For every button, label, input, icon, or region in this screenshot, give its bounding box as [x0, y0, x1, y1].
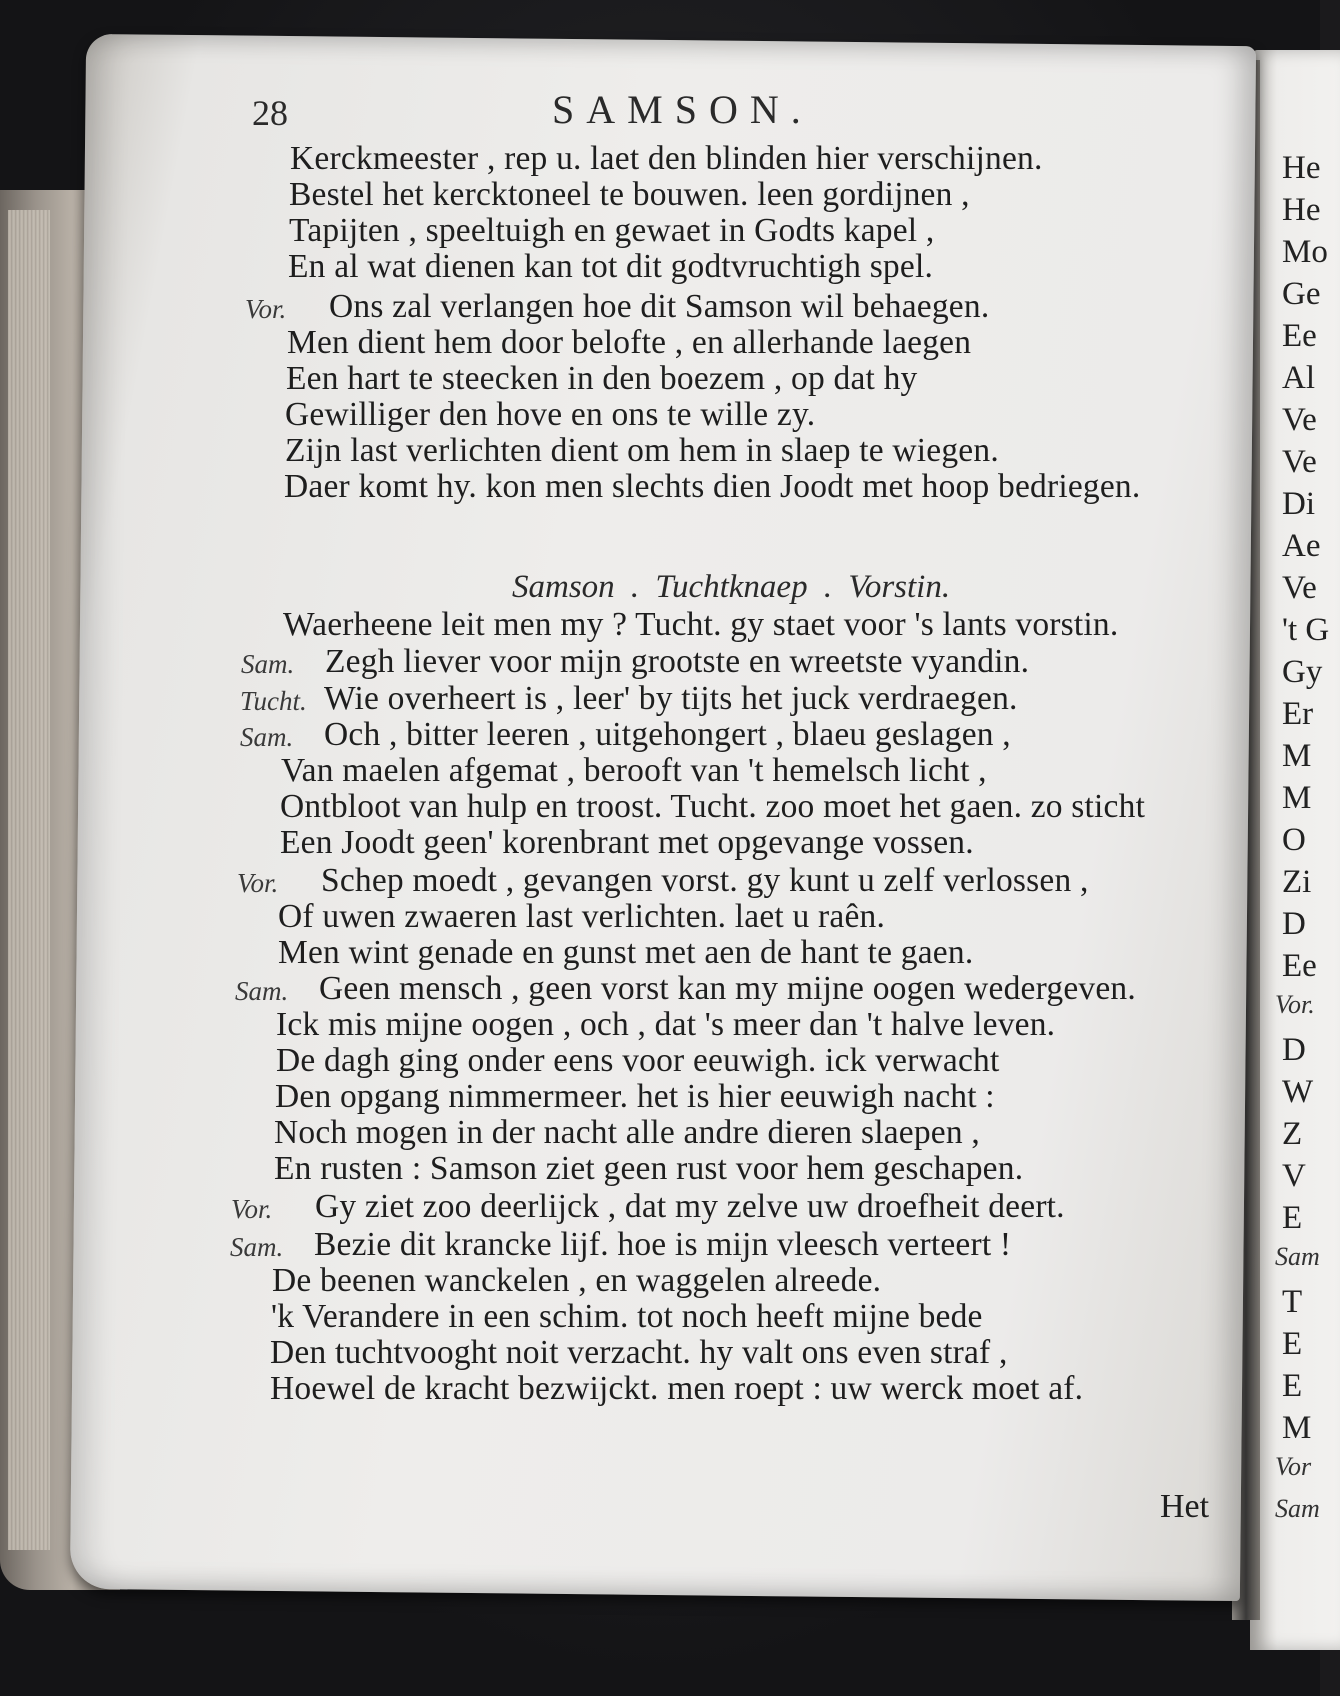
verse-line: Hoewel de kracht bezwijckt. men roept : uw werck moet af.	[270, 1370, 1084, 1407]
page-edges	[8, 210, 50, 1550]
verse-line: De dagh ging onder eens voor eeuwigh. ick verwacht	[276, 1042, 1000, 1079]
verse-line: Zegh liever voor mijn grootste en wreetste vyandin.	[325, 643, 1030, 680]
facing-page-line: Sam	[1275, 1242, 1320, 1271]
speaker-label: Sam.	[240, 722, 294, 752]
verse-line: De beenen wanckelen , en waggelen alreede.	[272, 1262, 882, 1299]
facing-page-line: O	[1282, 822, 1306, 858]
verse-line: Zijn last verlichten dient om hem in slaep te wiegen.	[285, 432, 999, 469]
verse-line: Den opgang nimmermeer. het is hier eeuwigh nacht :	[275, 1078, 995, 1115]
verse-line: Ick mis mijne oogen , och , dat 's meer dan 't halve leven.	[276, 1006, 1056, 1043]
speaker-label: Tucht.	[240, 686, 307, 716]
verse-line: Geen mensch , geen vorst kan my mijne oogen wedergeven.	[319, 970, 1136, 1007]
verse-line: Men dient hem door belofte , en allerhande laegen	[287, 324, 972, 361]
facing-page-line: M	[1282, 1410, 1312, 1446]
facing-page-line: He	[1282, 192, 1321, 228]
speaker-label: Vor.	[245, 294, 287, 324]
verse-line: Een Joodt geen' korenbrant met opgevange vossen.	[280, 824, 974, 861]
verse-line: Ontbloot van hulp en troost. Tucht. zoo moet het gaen. zo sticht	[280, 788, 1146, 825]
facing-page-line: W	[1282, 1074, 1314, 1110]
facing-page-line: Mo	[1282, 234, 1328, 270]
facing-page-line: Er	[1282, 696, 1314, 732]
facing-page-line: V	[1282, 1158, 1306, 1194]
speaker-label: Sam.	[235, 976, 289, 1006]
verse-line: Daer komt hy. kon men slechts dien Joodt met hoop bedriegen.	[284, 468, 1141, 505]
facing-page-line: Ee	[1282, 948, 1317, 984]
facing-page-line: Ve	[1282, 444, 1317, 480]
facing-page-line: Sam	[1275, 1494, 1320, 1523]
verse-line: En al wat dienen kan tot dit godtvruchtigh spel.	[288, 248, 934, 285]
facing-page-line: Al	[1282, 360, 1315, 396]
verse-line: Bezie dit krancke lijf. hoe is mijn vleesch verteert !	[314, 1226, 1012, 1263]
facing-page-line: Zi	[1282, 864, 1312, 900]
verse-line: Bestel het kercktoneel te bouwen. leen gordijnen ,	[289, 176, 970, 213]
page-number: 28	[252, 93, 288, 133]
verse-line: Den tuchtvooght noit verzacht. hy valt ons even straf ,	[270, 1334, 1008, 1371]
verse-line: Waerheene leit men my ? Tucht. gy staet voor 's lants vorstin.	[283, 606, 1119, 643]
facing-page-line: Z	[1282, 1116, 1303, 1152]
verse-line: Of uwen zwaeren last verlichten. laet u raên.	[278, 898, 886, 935]
facing-page-line: Vor	[1275, 1452, 1312, 1481]
verse-line: En rusten : Samson ziet geen rust voor hem geschapen.	[274, 1150, 1024, 1187]
verse-line: Schep moedt , gevangen vorst. gy kunt u zelf verlossen ,	[321, 862, 1089, 899]
facing-page-line: Vor.	[1275, 990, 1315, 1019]
facing-page-line: Ve	[1282, 402, 1317, 438]
verse-line: Gewilliger den hove en ons te wille zy.	[285, 396, 816, 433]
scene-heading: Samson . Tuchtknaep . Vorstin.	[512, 569, 951, 605]
facing-page-line: E	[1282, 1200, 1303, 1236]
facing-page-line: M	[1282, 780, 1312, 816]
verse-line: Gy ziet zoo deerlijck , dat my zelve uw droefheit deert.	[315, 1188, 1065, 1225]
facing-page-line: T	[1282, 1284, 1303, 1320]
facing-page-line: Ve	[1282, 570, 1317, 606]
facing-page-line: E	[1282, 1368, 1303, 1404]
speaker-label: Sam.	[241, 649, 295, 679]
facing-page-line: Ae	[1282, 528, 1321, 564]
facing-page-line: Ge	[1282, 276, 1321, 312]
speaker-label: Vor.	[237, 868, 279, 898]
facing-page-line: D	[1282, 1032, 1306, 1068]
verse-line: Ons zal verlangen hoe dit Samson wil behaegen.	[329, 288, 990, 325]
verse-line: Och , bitter leeren , uitgehongert , blaeu geslagen ,	[324, 716, 1011, 753]
running-head: SAMSON.	[552, 87, 813, 132]
verse-line: Men wint genade en gunst met aen de hant te gaen.	[278, 934, 974, 971]
facing-page-line: D	[1282, 906, 1306, 942]
verse-line: 'k Verandere in een schim. tot noch heeft mijne bede	[271, 1298, 983, 1335]
catchword: Het	[1160, 1488, 1210, 1525]
verse-line: Noch mogen in der nacht alle andre dieren slaepen ,	[274, 1114, 980, 1151]
speaker-label: Vor.	[231, 1194, 273, 1224]
facing-page-line: Gy	[1282, 654, 1323, 690]
verse-line: Tapijten , speeltuigh en gewaet in Godts kapel ,	[289, 212, 935, 249]
facing-page-line: Ee	[1282, 318, 1317, 354]
facing-page-line: M	[1282, 738, 1312, 774]
verse-line: Een hart te steecken in den boezem , op dat hy	[286, 360, 918, 397]
speaker-label: Sam.	[230, 1232, 284, 1262]
facing-page-line: 't G	[1282, 612, 1330, 648]
facing-page-line: He	[1282, 150, 1321, 186]
verse-line: Van maelen afgemat , berooft van 't hemelsch licht ,	[281, 752, 987, 789]
facing-page-line: E	[1282, 1326, 1303, 1362]
facing-page-line: Di	[1282, 486, 1315, 522]
verse-line: Kerckmeester , rep u. laet den blinden hier verschijnen.	[290, 140, 1043, 177]
verse-line: Wie overheert is , leer' by tijts het juck verdraegen.	[324, 680, 1018, 717]
